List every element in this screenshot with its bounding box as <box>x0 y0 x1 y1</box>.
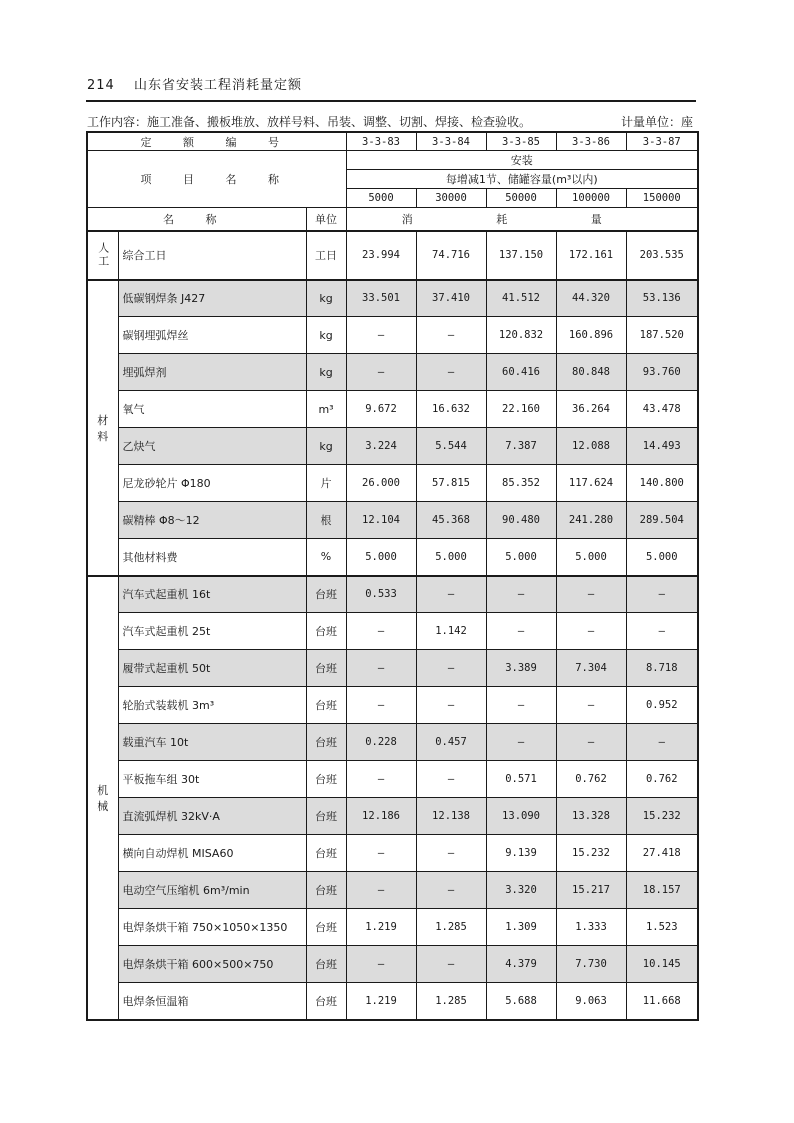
item-name-label: 项 目 名 称 <box>87 151 346 208</box>
value-cell: 57.815 <box>416 465 486 502</box>
value-cell: — <box>346 835 416 872</box>
value-cell: — <box>346 872 416 909</box>
value-cell: 26.000 <box>346 465 416 502</box>
value-cell: 14.493 <box>626 428 698 465</box>
value-cell: 5.000 <box>486 539 556 576</box>
code-cell: 3-3-87 <box>626 132 698 151</box>
value-cell: — <box>346 761 416 798</box>
value-cell: 241.280 <box>556 502 626 539</box>
value-cell: 7.387 <box>486 428 556 465</box>
item-name: 载重汽车 10t <box>118 724 306 761</box>
table-row <box>87 465 698 502</box>
value-cell: — <box>486 724 556 761</box>
value-cell: 44.320 <box>556 280 626 317</box>
value-cell: — <box>416 687 486 724</box>
value-cell: 15.232 <box>626 798 698 835</box>
value-cell: 12.104 <box>346 502 416 539</box>
code-cell: 3-3-86 <box>556 132 626 151</box>
value-cell: 7.304 <box>556 650 626 687</box>
value-cell: 289.504 <box>626 502 698 539</box>
value-cell: 5.544 <box>416 428 486 465</box>
table-row <box>87 391 698 428</box>
capacity-cell: 50000 <box>486 189 556 208</box>
value-cell: 22.160 <box>486 391 556 428</box>
install-row <box>87 151 698 170</box>
value-cell: 18.157 <box>626 872 698 909</box>
table-row <box>87 317 698 354</box>
table-row <box>87 502 698 539</box>
value-cell: 1.219 <box>346 983 416 1020</box>
measurement-unit: 计量单位：座 <box>620 115 693 129</box>
value-cell: 37.410 <box>416 280 486 317</box>
item-name: 尼龙砂轮片 Φ180 <box>118 465 306 502</box>
item-unit: 台班 <box>306 946 346 983</box>
value-cell: 85.352 <box>486 465 556 502</box>
value-cell: 12.138 <box>416 798 486 835</box>
value-cell: 0.762 <box>626 761 698 798</box>
code-label: 定 额 编 号 <box>87 132 346 151</box>
value-cell: 1.285 <box>416 909 486 946</box>
capacity-description: 每增减1节、储罐容量(m³以内) <box>346 170 698 189</box>
capacity-cell: 30000 <box>416 189 486 208</box>
header-rule <box>86 100 696 102</box>
value-cell: 23.994 <box>346 231 416 280</box>
item-unit: 台班 <box>306 724 346 761</box>
item-unit: 台班 <box>306 650 346 687</box>
table-row <box>87 539 698 576</box>
value-cell: 120.832 <box>486 317 556 354</box>
item-name: 汽车式起重机 16t <box>118 576 306 613</box>
value-cell: 16.632 <box>416 391 486 428</box>
value-cell: 7.730 <box>556 946 626 983</box>
value-cell: 203.535 <box>626 231 698 280</box>
item-name: 埋弧焊剂 <box>118 354 306 391</box>
item-name: 电动空气压缩机 6m³/min <box>118 872 306 909</box>
value-cell: — <box>556 724 626 761</box>
value-cell: 160.896 <box>556 317 626 354</box>
table-row <box>87 613 698 650</box>
value-cell: 10.145 <box>626 946 698 983</box>
item-name: 直流弧焊机 32kV·A <box>118 798 306 835</box>
item-name: 横向自动焊机 MISA60 <box>118 835 306 872</box>
item-name: 履带式起重机 50t <box>118 650 306 687</box>
value-cell: 12.186 <box>346 798 416 835</box>
value-cell: — <box>416 835 486 872</box>
page-number: 214 <box>87 78 115 93</box>
value-cell: 12.088 <box>556 428 626 465</box>
table-row <box>87 909 698 946</box>
value-cell: 9.063 <box>556 983 626 1020</box>
table-row <box>87 687 698 724</box>
item-name: 低碳钢焊条 J427 <box>118 280 306 317</box>
value-cell: 93.760 <box>626 354 698 391</box>
install-label: 安装 <box>346 151 698 170</box>
item-unit: 片 <box>306 465 346 502</box>
value-cell: — <box>486 576 556 613</box>
item-unit: 台班 <box>306 835 346 872</box>
value-cell: 1.285 <box>416 983 486 1020</box>
value-cell: 53.136 <box>626 280 698 317</box>
section-label: 材 <box>97 413 109 427</box>
value-cell: 0.457 <box>416 724 486 761</box>
item-unit: 台班 <box>306 798 346 835</box>
value-cell: — <box>556 687 626 724</box>
value-cell: 1.219 <box>346 909 416 946</box>
table-row <box>87 231 698 280</box>
section-labor <box>87 231 118 280</box>
section-label: 料 <box>97 429 109 443</box>
value-cell: 36.264 <box>556 391 626 428</box>
item-unit: 台班 <box>306 576 346 613</box>
value-cell: 4.379 <box>486 946 556 983</box>
value-cell: 90.480 <box>486 502 556 539</box>
value-cell: 5.688 <box>486 983 556 1020</box>
item-unit: 根 <box>306 502 346 539</box>
item-name: 乙炔气 <box>118 428 306 465</box>
item-name: 碳精棒 Φ8～12 <box>118 502 306 539</box>
value-cell: 1.142 <box>416 613 486 650</box>
item-name: 汽车式起重机 25t <box>118 613 306 650</box>
value-cell: — <box>626 576 698 613</box>
value-cell: 9.672 <box>346 391 416 428</box>
section-label: 械 <box>97 799 109 813</box>
value-cell: 27.418 <box>626 835 698 872</box>
table-row <box>87 354 698 391</box>
table-row <box>87 761 698 798</box>
value-cell: 11.668 <box>626 983 698 1020</box>
value-cell: 13.328 <box>556 798 626 835</box>
value-cell: — <box>486 613 556 650</box>
value-cell: — <box>416 946 486 983</box>
value-cell: — <box>556 576 626 613</box>
value-cell: 137.150 <box>486 231 556 280</box>
book-title: 山东省安装工程消耗量定额 <box>133 78 302 93</box>
value-cell: — <box>416 576 486 613</box>
value-cell: 0.762 <box>556 761 626 798</box>
table-row <box>87 946 698 983</box>
capacity-cell: 150000 <box>626 189 698 208</box>
item-unit: kg <box>306 280 346 317</box>
value-cell: 5.000 <box>346 539 416 576</box>
table-row <box>87 835 698 872</box>
value-cell: — <box>486 687 556 724</box>
item-name: 平板拖车组 30t <box>118 761 306 798</box>
item-unit: % <box>306 539 346 576</box>
item-name: 轮胎式装载机 3m³ <box>118 687 306 724</box>
value-cell: 15.217 <box>556 872 626 909</box>
table-row <box>87 724 698 761</box>
consumption-header: 消 耗 量 <box>346 208 698 231</box>
column-header-row <box>87 208 698 231</box>
table-row <box>87 428 698 465</box>
unit-header: 单位 <box>306 208 346 231</box>
item-name: 氧气 <box>118 391 306 428</box>
code-cell: 3-3-83 <box>346 132 416 151</box>
section-label: 人工 <box>96 242 110 268</box>
value-cell: 0.571 <box>486 761 556 798</box>
capacity-cell: 5000 <box>346 189 416 208</box>
value-cell: 13.090 <box>486 798 556 835</box>
value-cell: — <box>626 724 698 761</box>
value-cell: 9.139 <box>486 835 556 872</box>
name-header: 名 称 <box>87 208 306 231</box>
code-cell: 3-3-85 <box>486 132 556 151</box>
work-content: 工作内容：施工准备、搬板堆放、放样号料、吊装、调整、切割、焊接、检查验收。 <box>87 115 532 129</box>
value-cell: 5.000 <box>416 539 486 576</box>
value-cell: 0.533 <box>346 576 416 613</box>
value-cell: 80.848 <box>556 354 626 391</box>
value-cell: 3.224 <box>346 428 416 465</box>
code-cell: 3-3-84 <box>416 132 486 151</box>
value-cell: 140.800 <box>626 465 698 502</box>
item-name: 综合工日 <box>118 231 306 280</box>
value-cell: — <box>416 650 486 687</box>
table-row <box>87 650 698 687</box>
value-cell: 1.333 <box>556 909 626 946</box>
value-cell: 15.232 <box>556 835 626 872</box>
value-cell: 117.624 <box>556 465 626 502</box>
value-cell: 43.478 <box>626 391 698 428</box>
item-name: 电焊条恒温箱 <box>118 983 306 1020</box>
item-unit: kg <box>306 317 346 354</box>
work-content-line <box>87 113 695 130</box>
value-cell: — <box>346 946 416 983</box>
item-name: 电焊条烘干箱 600×500×750 <box>118 946 306 983</box>
value-cell: 33.501 <box>346 280 416 317</box>
table-row <box>87 576 698 613</box>
value-cell: 8.718 <box>626 650 698 687</box>
value-cell: — <box>346 354 416 391</box>
item-unit: m³ <box>306 391 346 428</box>
value-cell: 5.000 <box>556 539 626 576</box>
value-cell: 1.523 <box>626 909 698 946</box>
value-cell: — <box>346 650 416 687</box>
value-cell: 3.389 <box>486 650 556 687</box>
value-cell: 172.161 <box>556 231 626 280</box>
value-cell: — <box>346 317 416 354</box>
value-cell: 60.416 <box>486 354 556 391</box>
value-cell: — <box>416 872 486 909</box>
value-cell: — <box>626 613 698 650</box>
item-unit: kg <box>306 354 346 391</box>
value-cell: — <box>346 613 416 650</box>
table-row <box>87 798 698 835</box>
value-cell: 0.228 <box>346 724 416 761</box>
item-name: 其他材料费 <box>118 539 306 576</box>
value-cell: — <box>416 317 486 354</box>
value-cell: 0.952 <box>626 687 698 724</box>
page-header <box>87 74 302 93</box>
value-cell: 74.716 <box>416 231 486 280</box>
value-cell: 187.520 <box>626 317 698 354</box>
table-row <box>87 983 698 1020</box>
value-cell: — <box>556 613 626 650</box>
capacity-cell: 100000 <box>556 189 626 208</box>
item-unit: 工日 <box>306 231 346 280</box>
item-name: 碳钢埋弧焊丝 <box>118 317 306 354</box>
item-unit: 台班 <box>306 761 346 798</box>
item-unit: 台班 <box>306 687 346 724</box>
item-unit: 台班 <box>306 872 346 909</box>
item-name: 电焊条烘干箱 750×1050×1350 <box>118 909 306 946</box>
value-cell: 45.368 <box>416 502 486 539</box>
value-cell: 3.320 <box>486 872 556 909</box>
item-unit: 台班 <box>306 909 346 946</box>
quota-table <box>86 131 699 1021</box>
value-cell: 41.512 <box>486 280 556 317</box>
value-cell: — <box>346 687 416 724</box>
item-unit: kg <box>306 428 346 465</box>
value-cell: 1.309 <box>486 909 556 946</box>
value-cell: — <box>416 761 486 798</box>
section-label: 机 <box>97 783 109 797</box>
item-unit: 台班 <box>306 983 346 1020</box>
section-materials <box>87 280 118 576</box>
item-unit: 台班 <box>306 613 346 650</box>
section-machines <box>87 576 118 1020</box>
table-row <box>87 280 698 317</box>
value-cell: — <box>416 354 486 391</box>
table-row <box>87 872 698 909</box>
value-cell: 5.000 <box>626 539 698 576</box>
code-row <box>87 132 698 151</box>
